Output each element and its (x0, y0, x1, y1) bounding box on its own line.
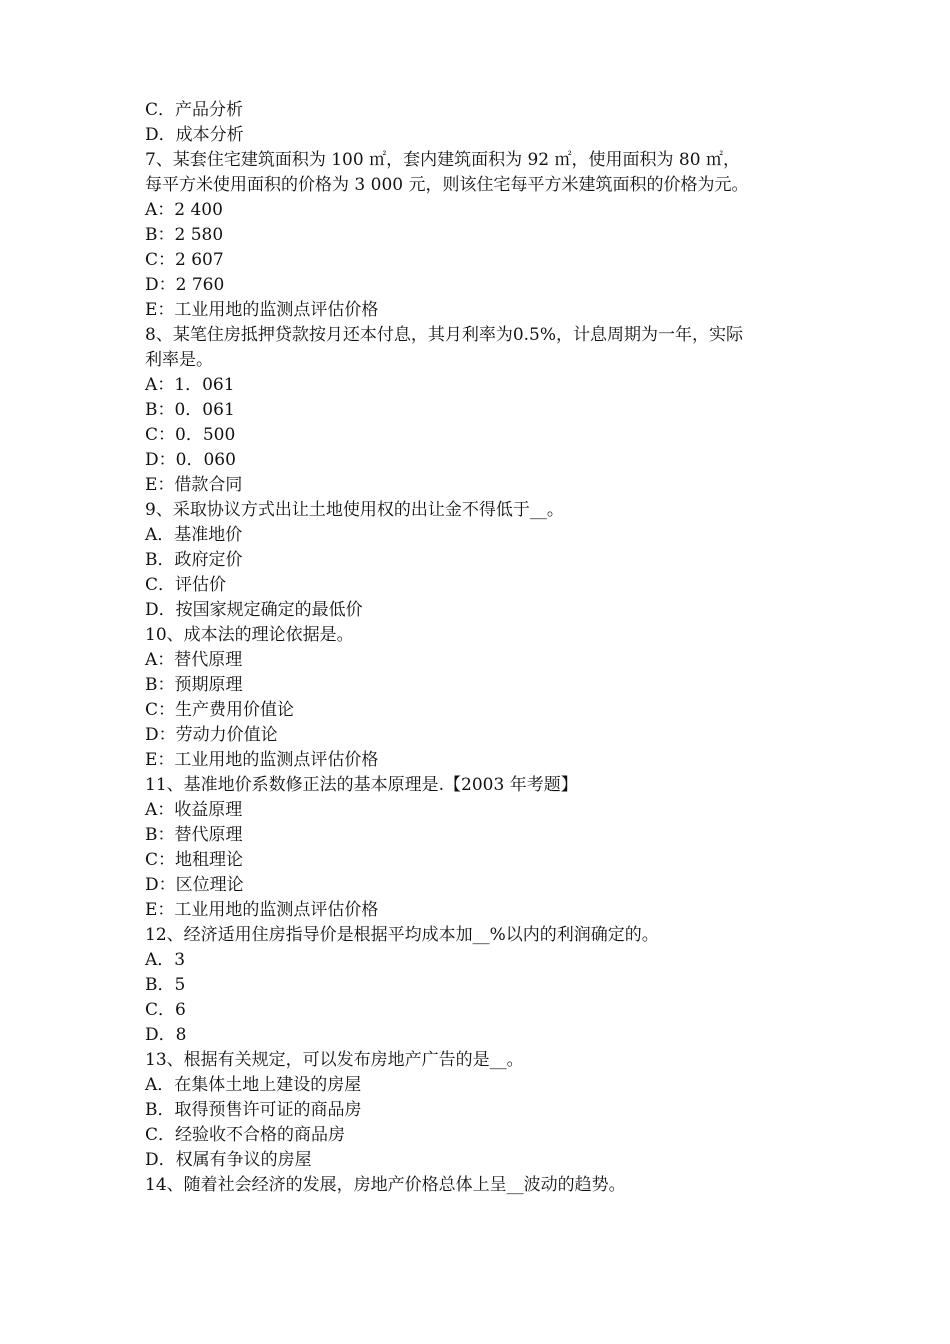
option-line: D：2 760 (145, 275, 225, 295)
option-line: D：区位理论 (145, 875, 244, 895)
option-line: E：借款合同 (145, 475, 243, 495)
option-line: C：2 607 (145, 250, 224, 270)
option-line: A：替代原理 (145, 650, 243, 670)
option-line: D．成本分析 (145, 125, 244, 145)
question-line: 9、采取协议方式出让土地使用权的出让金不得低于__。 (145, 500, 564, 520)
option-line: B：替代原理 (145, 825, 243, 845)
question-line: 10、成本法的理论依据是。 (145, 625, 354, 645)
question-line: 11、基准地价系数修正法的基本原理是.【2003 年考题】 (145, 775, 578, 795)
question-line: 13、根据有关规定，可以发布房地产广告的是__。 (145, 1050, 524, 1070)
question-line: 8、某笔住房抵押贷款按月还本付息，其月利率为0.5%，计息周期为一年，实际 (145, 325, 744, 345)
option-line: A．基准地价 (145, 525, 243, 545)
option-line: A．3 (145, 950, 186, 970)
option-line: C．评估价 (145, 575, 227, 595)
option-line: C：地租理论 (145, 850, 244, 870)
option-line: C．产品分析 (145, 100, 244, 120)
option-line: D．权属有争议的房屋 (145, 1150, 312, 1170)
option-line: E：工业用地的监测点评估价格 (145, 900, 379, 920)
option-line: D：劳动力价值论 (145, 725, 278, 745)
document-body (145, 98, 825, 1198)
question-line: 12、经济适用住房指导价是根据平均成本加__%以内的利润确定的。 (145, 925, 659, 945)
option-line: B．5 (145, 975, 186, 995)
option-line: B：2 580 (145, 225, 224, 245)
option-line: A：1．061 (145, 375, 235, 395)
option-line: D：0．060 (145, 450, 236, 470)
option-line: C：生产费用价值论 (145, 700, 295, 720)
question-line: 每平方米使用面积的价格为 3 000 元，则该住宅每平方米建筑面积的价格为元。 (145, 175, 749, 195)
option-line: B：0．061 (145, 400, 235, 420)
option-line: E：工业用地的监测点评估价格 (145, 750, 379, 770)
option-line: D．8 (145, 1025, 187, 1045)
question-line: 7、某套住宅建筑面积为 100 ㎡，套内建筑面积为 92 ㎡，使用面积为 80 ㎡， (145, 150, 740, 170)
option-line: C：0．500 (145, 425, 236, 445)
option-line: B．政府定价 (145, 550, 243, 570)
option-line: E：工业用地的监测点评估价格 (145, 300, 379, 320)
option-line: A：2 400 (145, 200, 223, 220)
question-line: 14、随着社会经济的发展，房地产价格总体上呈__波动的趋势。 (145, 1175, 626, 1195)
question-line: 利率是。 (145, 350, 213, 370)
option-line: D．按国家规定确定的最低价 (145, 600, 363, 620)
option-line: C．6 (145, 1000, 186, 1020)
option-line: B．取得预售许可证的商品房 (145, 1100, 362, 1120)
option-line: C．经验收不合格的商品房 (145, 1125, 346, 1145)
option-line: B：预期原理 (145, 675, 243, 695)
option-line: A：收益原理 (145, 800, 243, 820)
option-line: A．在集体土地上建设的房屋 (145, 1075, 362, 1095)
